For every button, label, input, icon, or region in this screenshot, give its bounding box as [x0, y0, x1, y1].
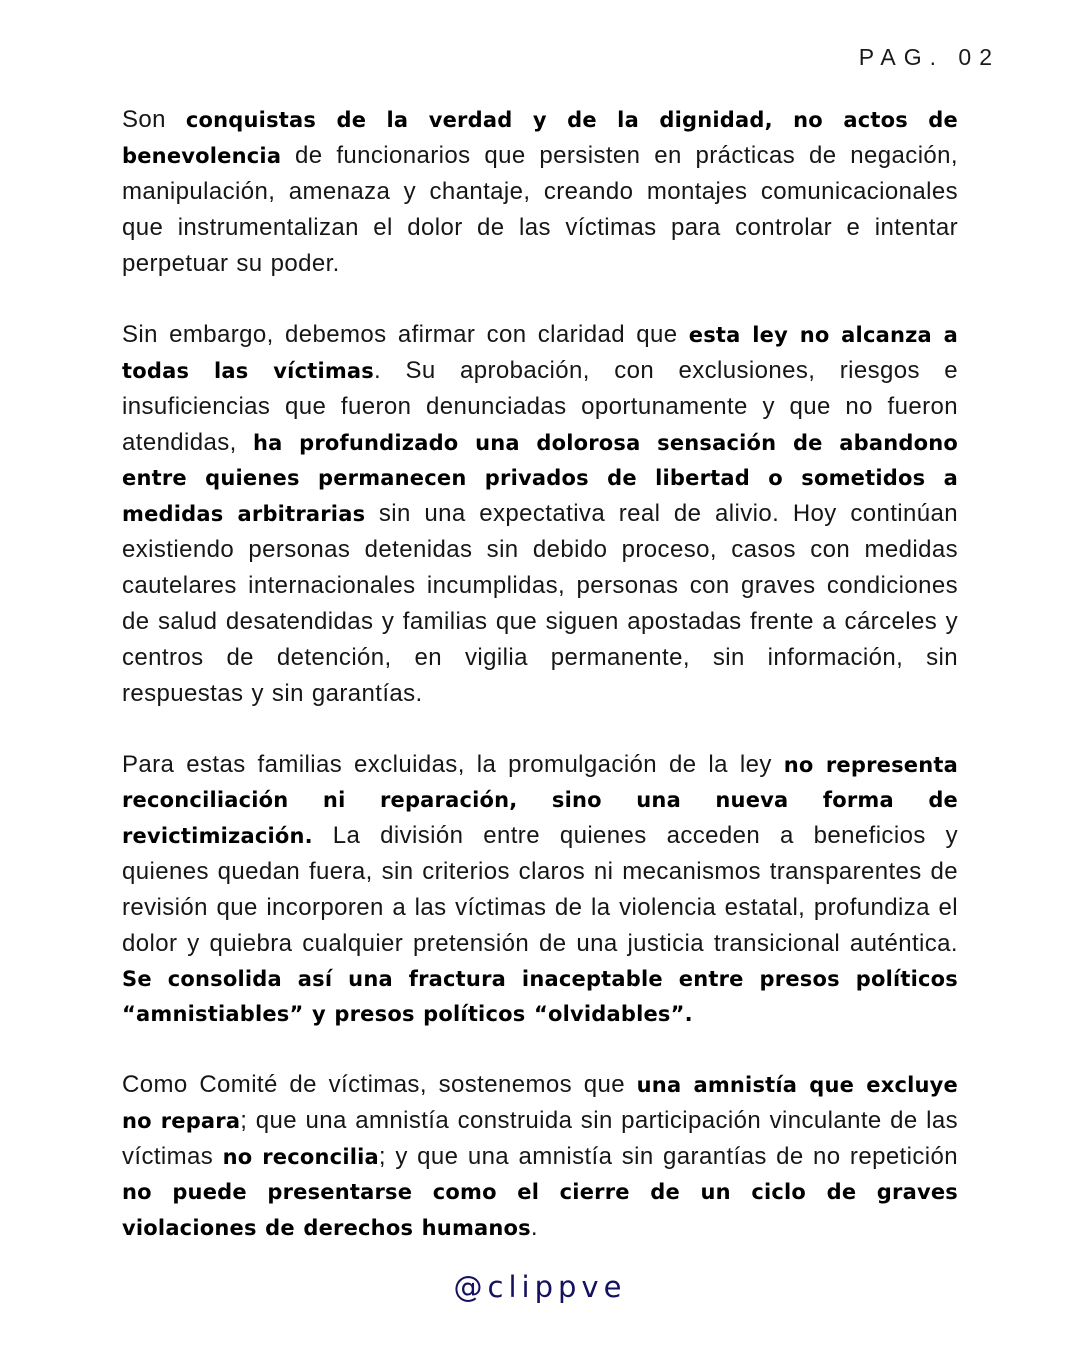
- document-body: [122, 102, 958, 1281]
- text-run: .: [530, 1214, 538, 1241]
- bold-text-run: ha profundizado una dolorosa sensación de abandono entre quienes permanecen privados de libertad o sometidos a medidas arbitrarias: [122, 431, 959, 526]
- bold-text-run: Se consolida así una fractura inaceptable entre presos políticos “amnistiables” y presos políticos “olvidables”.: [122, 967, 958, 1026]
- text-run: Como Comité de víctimas, sostenemos que: [122, 1071, 637, 1098]
- bold-text-run: una amnistía que excluye no repara: [122, 1073, 958, 1133]
- text-run: Son: [122, 106, 186, 133]
- paragraph-4: [122, 1067, 958, 1246]
- text-run: La división entre quienes acceden a beneficios y quienes quedan fuera, sin criterios claros ni mecanismos transparentes de revisión que incorporen a las víctimas de la violencia estatal, profundiza el dolor y quiebra cualquier pretensión de una justicia transicional auténtica.: [122, 822, 958, 957]
- text-run: sin una expectativa real de alivio. Hoy continúan existiendo personas detenidas sin debido proceso, casos con medidas cautelares internacionales incumplidas, personas con graves condiciones de salud desatendidas y familias que siguen apostadas frente a cárceles y centros de detención, en vigilia permanente, sin información, sin respuestas y sin garantías.: [122, 500, 959, 707]
- bold-text-run: no representa reconciliación ni reparación, sino una nueva forma de revictimización.: [122, 753, 959, 848]
- bold-text-run: esta ley no alcanza a todas las víctimas: [122, 323, 959, 383]
- text-run: ; que una amnistía construida sin participación vinculante de las víctimas: [122, 1107, 958, 1170]
- page-number: PAG. 02: [858, 44, 1000, 70]
- bold-text-run: conquistas de la verdad y de la dignidad, no actos de benevolencia: [122, 108, 958, 168]
- paragraph-1: [122, 102, 958, 282]
- social-handle: @clippve: [453, 1270, 627, 1304]
- text-run: ; y que una amnistía sin garantías de no repetición: [378, 1143, 958, 1170]
- text-run: de funcionarios que persisten en prácticas de negación, manipulación, amenaza y chantaje, creando montajes comunicacionales que instrumentalizan el dolor de las víctimas para controlar e intentar perpetuar su poder.: [122, 142, 958, 277]
- text-run: Para estas familias excluidas, la promulgación de la ley: [122, 751, 784, 778]
- bold-text-run: no reconcilia: [222, 1145, 379, 1169]
- paragraph-3: [122, 747, 958, 1032]
- bold-text-run: no puede presentarse como el cierre de un ciclo de graves violaciones de derechos humanos: [122, 1180, 958, 1240]
- paragraph-2: [122, 317, 958, 712]
- text-run: . Su aprobación, con exclusiones, riesgos e insuficiencias que fueron denunciadas oportunamente y que no fueron atendidas,: [122, 357, 959, 456]
- text-run: Sin embargo, debemos afirmar con claridad que: [122, 321, 689, 348]
